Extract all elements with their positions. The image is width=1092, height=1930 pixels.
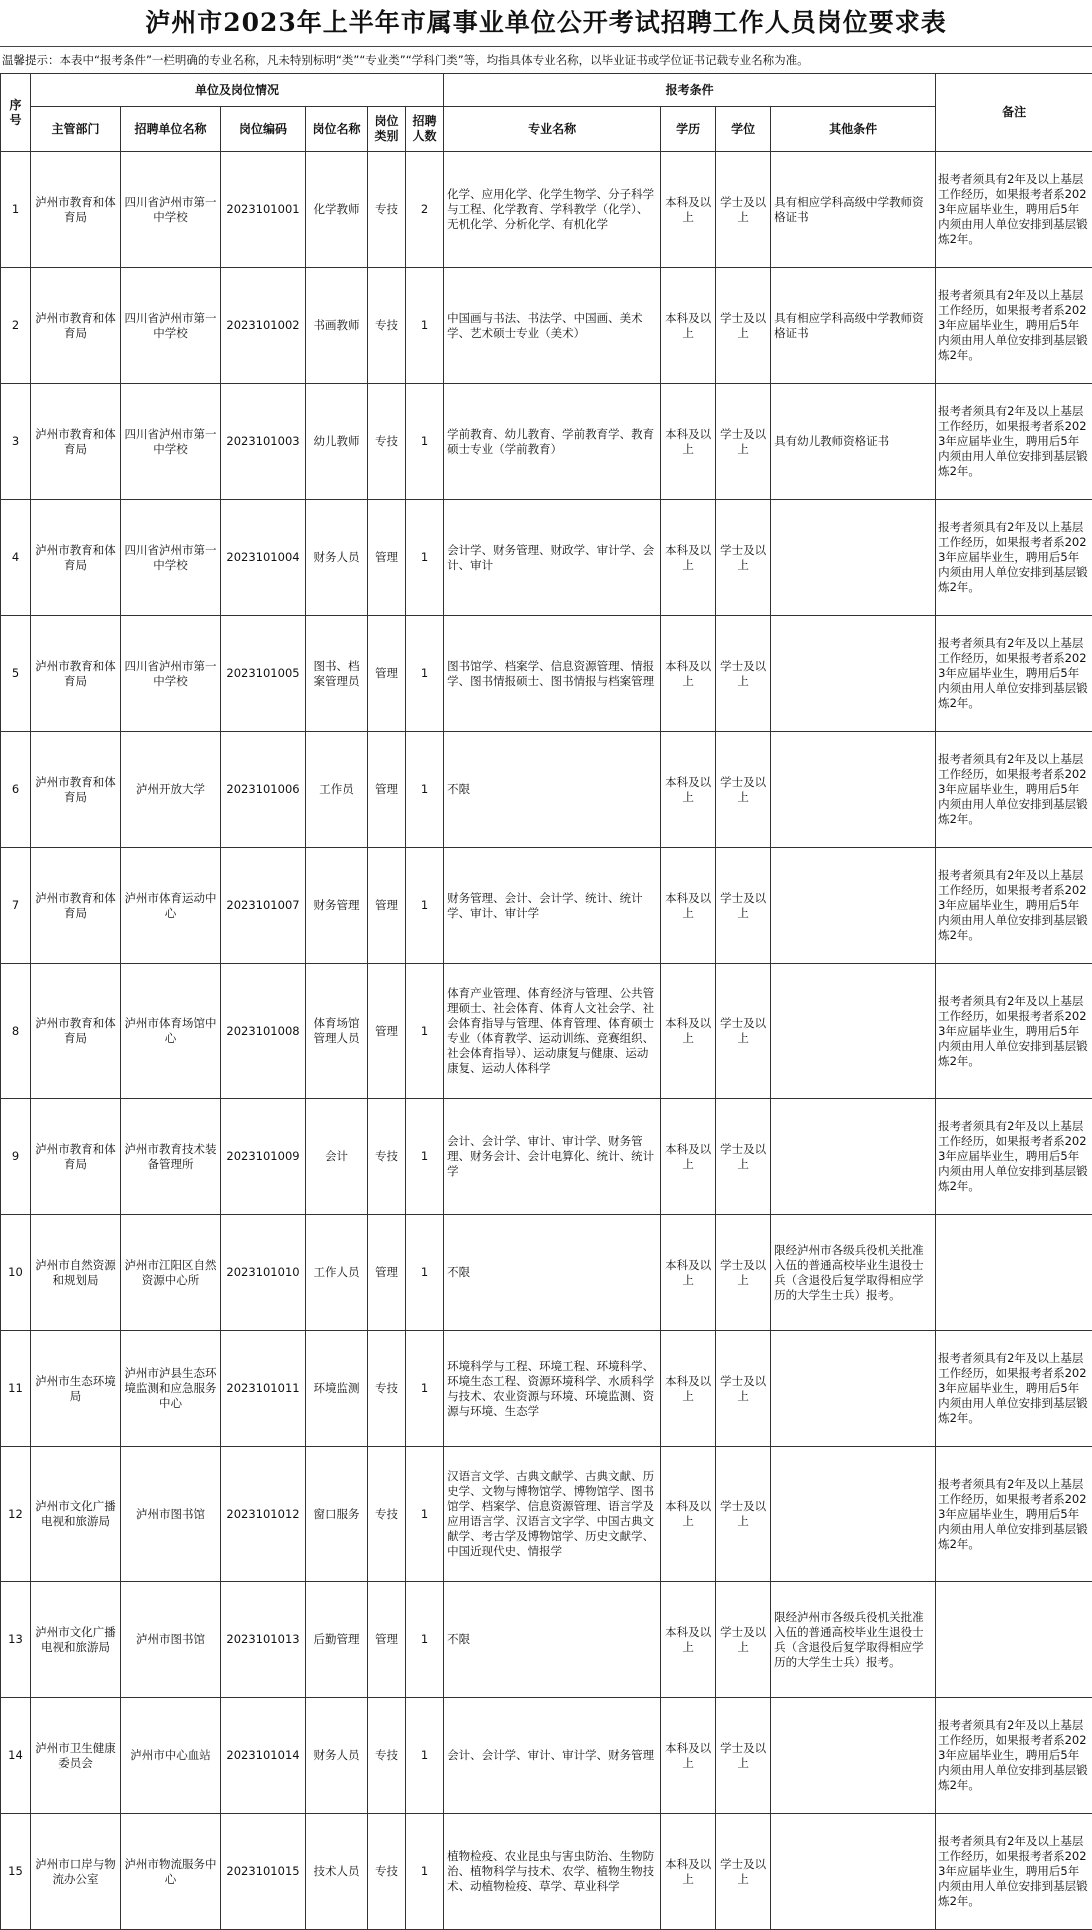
- cell-major: 不限: [444, 1582, 661, 1698]
- cell-seq: 10: [1, 1215, 31, 1331]
- cell-position-type: 专技: [368, 268, 406, 384]
- table-row: [1, 384, 1092, 500]
- cell-degree: 学士及以上: [716, 1099, 771, 1215]
- cell-seq: 3: [1, 384, 31, 500]
- cell-position-type: 管理: [368, 848, 406, 964]
- header-num: 招聘人数: [406, 107, 444, 152]
- cell-unit: 泸州市体育场馆中心: [121, 964, 221, 1099]
- cell-education: 本科及以上: [661, 848, 716, 964]
- cell-major: 化学、应用化学、化学生物学、分子科学与工程、化学教育、学科教学（化学）、无机化学、分析化学、有机化学: [444, 152, 661, 268]
- cell-headcount: 1: [406, 848, 444, 964]
- cell-position-type: 专技: [368, 1814, 406, 1930]
- cell-degree: 学士及以上: [716, 152, 771, 268]
- cell-position-name: 财务人员: [306, 1698, 368, 1814]
- cell-seq: 15: [1, 1814, 31, 1930]
- cell-education: 本科及以上: [661, 1447, 716, 1582]
- cell-education: 本科及以上: [661, 1099, 716, 1215]
- cell-seq: 7: [1, 848, 31, 964]
- cell-degree: 学士及以上: [716, 1698, 771, 1814]
- cell-position-type: 管理: [368, 616, 406, 732]
- cell-remark: 报考者须具有2年及以上基层工作经历，如果报考者系2023年应届毕业生，聘用后5年内须由用人单位安排到基层锻炼2年。: [936, 1099, 1092, 1215]
- cell-headcount: 1: [406, 268, 444, 384]
- cell-seq: 12: [1, 1447, 31, 1582]
- cell-seq: 11: [1, 1331, 31, 1447]
- cell-other-conditions: [771, 732, 936, 848]
- cell-dept: 泸州市生态环境局: [31, 1331, 121, 1447]
- cell-unit: 泸州市中心血站: [121, 1698, 221, 1814]
- cell-other-conditions: [771, 1099, 936, 1215]
- cell-major: 体育产业管理、体育经济与管理、公共管理硕士、社会体育、体育人文社会学、社会体育指导与管理、体育管理、体育硕士专业（体育教学、运动训练、竞赛组织、社会体育指导）、运动康复与健康、运动康复、运动人体科学: [444, 964, 661, 1099]
- cell-major: 植物检疫、农业昆虫与害虫防治、生物防治、植物科学与技术、农学、植物生物技术、动植物检疫、草学、草业科学: [444, 1814, 661, 1930]
- cell-seq: 6: [1, 732, 31, 848]
- table-row: [1, 268, 1092, 384]
- cell-unit: 四川省泸州市第一中学校: [121, 152, 221, 268]
- cell-degree: 学士及以上: [716, 732, 771, 848]
- cell-major: 会计、会计学、审计、审计学、财务管理、财务会计、会计电算化、统计、统计学: [444, 1099, 661, 1215]
- cell-position-type: 专技: [368, 1447, 406, 1582]
- cell-degree: 学士及以上: [716, 1814, 771, 1930]
- cell-unit: 泸州市物流服务中心: [121, 1814, 221, 1930]
- cell-position-name: 会计: [306, 1099, 368, 1215]
- header-unit: 招聘单位名称: [121, 107, 221, 152]
- cell-code: 2023101015: [221, 1814, 306, 1930]
- cell-remark: 报考者须具有2年及以上基层工作经历，如果报考者系2023年应届毕业生，聘用后5年内须由用人单位安排到基层锻炼2年。: [936, 964, 1092, 1099]
- table-row: [1, 1331, 1092, 1447]
- cell-position-type: 专技: [368, 152, 406, 268]
- cell-major: 中国画与书法、书法学、中国画、美术学、艺术硕士专业（美术）: [444, 268, 661, 384]
- header-group-unit: 单位及岗位情况: [31, 74, 444, 107]
- cell-remark: 报考者须具有2年及以上基层工作经历，如果报考者系2023年应届毕业生，聘用后5年内须由用人单位安排到基层锻炼2年。: [936, 1814, 1092, 1930]
- table-row: [1, 1582, 1092, 1698]
- cell-unit: 四川省泸州市第一中学校: [121, 616, 221, 732]
- cell-unit: 泸州开放大学: [121, 732, 221, 848]
- cell-headcount: 1: [406, 616, 444, 732]
- table-body: [1, 152, 1092, 1930]
- table-row: [1, 500, 1092, 616]
- cell-remark: 报考者须具有2年及以上基层工作经历，如果报考者系2023年应届毕业生，聘用后5年内须由用人单位安排到基层锻炼2年。: [936, 384, 1092, 500]
- cell-major: 学前教育、幼儿教育、学前教育学、教育硕士专业（学前教育）: [444, 384, 661, 500]
- cell-other-conditions: 具有相应学科高级中学教师资格证书: [771, 152, 936, 268]
- cell-unit: 四川省泸州市第一中学校: [121, 384, 221, 500]
- cell-education: 本科及以上: [661, 732, 716, 848]
- cell-position-type: 管理: [368, 964, 406, 1099]
- cell-dept: 泸州市教育和体育局: [31, 848, 121, 964]
- cell-major: 汉语言文学、古典文献学、古典文献、历史学、文物与博物馆学、博物馆学、图书馆学、档案学、信息资源管理、语言学及应用语言学、汉语言文字学、中国古典文献学、考古学及博物馆学、历史文献学、中国近现代史、情报学: [444, 1447, 661, 1582]
- cell-position-name: 工作人员: [306, 1215, 368, 1331]
- cell-code: 2023101005: [221, 616, 306, 732]
- cell-headcount: 1: [406, 1099, 444, 1215]
- cell-education: 本科及以上: [661, 500, 716, 616]
- cell-other-conditions: [771, 848, 936, 964]
- cell-education: 本科及以上: [661, 1215, 716, 1331]
- cell-other-conditions: [771, 1447, 936, 1582]
- cell-other-conditions: [771, 500, 936, 616]
- cell-unit: 泸州市图书馆: [121, 1447, 221, 1582]
- cell-headcount: 1: [406, 384, 444, 500]
- cell-education: 本科及以上: [661, 1814, 716, 1930]
- cell-position-type: 专技: [368, 384, 406, 500]
- cell-degree: 学士及以上: [716, 616, 771, 732]
- table-row: [1, 152, 1092, 268]
- cell-major: 图书馆学、档案学、信息资源管理、情报学、图书情报硕士、图书情报与档案管理: [444, 616, 661, 732]
- cell-code: 2023101003: [221, 384, 306, 500]
- cell-degree: 学士及以上: [716, 964, 771, 1099]
- cell-remark: [936, 1582, 1092, 1698]
- cell-unit: 四川省泸州市第一中学校: [121, 500, 221, 616]
- cell-dept: 泸州市卫生健康委员会: [31, 1698, 121, 1814]
- cell-dept: 泸州市教育和体育局: [31, 1099, 121, 1215]
- cell-education: 本科及以上: [661, 616, 716, 732]
- tip-text: 温馨提示：本表中“报考条件”一栏明确的专业名称，凡未特别标明“类”“专业类”“学科门类”等，均指具体专业名称，以毕业证书或学位证书记载专业名称为准。: [0, 47, 1092, 73]
- header-group-conditions: 报考条件: [444, 74, 936, 107]
- cell-degree: 学士及以上: [716, 500, 771, 616]
- table-row: [1, 616, 1092, 732]
- cell-major: 财务管理、会计、会计学、统计、统计学、审计、审计学: [444, 848, 661, 964]
- table-row: [1, 732, 1092, 848]
- table-row: [1, 848, 1092, 964]
- cell-code: 2023101012: [221, 1447, 306, 1582]
- cell-dept: 泸州市教育和体育局: [31, 384, 121, 500]
- cell-code: 2023101009: [221, 1099, 306, 1215]
- cell-other-conditions: [771, 616, 936, 732]
- cell-unit: 泸州市体育运动中心: [121, 848, 221, 964]
- cell-position-name: 体育场馆管理人员: [306, 964, 368, 1099]
- cell-major: 不限: [444, 732, 661, 848]
- cell-seq: 1: [1, 152, 31, 268]
- cell-dept: 泸州市口岸与物流办公室: [31, 1814, 121, 1930]
- cell-headcount: 1: [406, 1447, 444, 1582]
- table-row: [1, 1447, 1092, 1582]
- cell-remark: 报考者须具有2年及以上基层工作经历，如果报考者系2023年应届毕业生，聘用后5年内须由用人单位安排到基层锻炼2年。: [936, 1447, 1092, 1582]
- cell-position-name: 图书、档案管理员: [306, 616, 368, 732]
- cell-major: 会计学、财务管理、财政学、审计学、会计、审计: [444, 500, 661, 616]
- cell-position-type: 专技: [368, 1331, 406, 1447]
- cell-position-name: 环境监测: [306, 1331, 368, 1447]
- table-row: [1, 1814, 1092, 1930]
- cell-major: 会计、会计学、审计、审计学、财务管理: [444, 1698, 661, 1814]
- header-type: 岗位类别: [368, 107, 406, 152]
- cell-unit: 四川省泸州市第一中学校: [121, 268, 221, 384]
- cell-remark: 报考者须具有2年及以上基层工作经历，如果报考者系2023年应届毕业生，聘用后5年内须由用人单位安排到基层锻炼2年。: [936, 268, 1092, 384]
- cell-seq: 14: [1, 1698, 31, 1814]
- cell-dept: 泸州市教育和体育局: [31, 964, 121, 1099]
- cell-position-name: 技术人员: [306, 1814, 368, 1930]
- cell-other-conditions: [771, 964, 936, 1099]
- cell-dept: 泸州市文化广播电视和旅游局: [31, 1582, 121, 1698]
- cell-code: 2023101007: [221, 848, 306, 964]
- cell-position-name: 财务管理: [306, 848, 368, 964]
- cell-major: 环境科学与工程、环境工程、环境科学、环境生态工程、资源环境科学、水质科学与技术、农业资源与环境、环境监测、资源与环境、生态学: [444, 1331, 661, 1447]
- cell-remark: 报考者须具有2年及以上基层工作经历，如果报考者系2023年应届毕业生，聘用后5年内须由用人单位安排到基层锻炼2年。: [936, 616, 1092, 732]
- cell-seq: 9: [1, 1099, 31, 1215]
- cell-unit: 泸州市教育技术装备管理所: [121, 1099, 221, 1215]
- cell-education: 本科及以上: [661, 1331, 716, 1447]
- cell-remark: [936, 1215, 1092, 1331]
- table-row: [1, 1215, 1092, 1331]
- cell-unit: 泸州市江阳区自然资源中心所: [121, 1215, 221, 1331]
- cell-other-conditions: 限经泸州市各级兵役机关批准入伍的普通高校毕业生退役士兵（含退役后复学取得相应学历的大学生士兵）报考。: [771, 1215, 936, 1331]
- cell-degree: 学士及以上: [716, 848, 771, 964]
- cell-headcount: 2: [406, 152, 444, 268]
- cell-headcount: 1: [406, 1582, 444, 1698]
- cell-position-type: 专技: [368, 1099, 406, 1215]
- header-code: 岗位编码: [221, 107, 306, 152]
- cell-dept: 泸州市教育和体育局: [31, 500, 121, 616]
- cell-remark: 报考者须具有2年及以上基层工作经历，如果报考者系2023年应届毕业生，聘用后5年内须由用人单位安排到基层锻炼2年。: [936, 1698, 1092, 1814]
- cell-education: 本科及以上: [661, 964, 716, 1099]
- table-row: [1, 964, 1092, 1099]
- cell-degree: 学士及以上: [716, 384, 771, 500]
- cell-headcount: 1: [406, 1215, 444, 1331]
- cell-headcount: 1: [406, 500, 444, 616]
- cell-seq: 13: [1, 1582, 31, 1698]
- cell-education: 本科及以上: [661, 1582, 716, 1698]
- cell-position-name: 后勤管理: [306, 1582, 368, 1698]
- cell-other-conditions: [771, 1698, 936, 1814]
- cell-position-type: 管理: [368, 1582, 406, 1698]
- cell-headcount: 1: [406, 732, 444, 848]
- cell-major: 不限: [444, 1215, 661, 1331]
- cell-degree: 学士及以上: [716, 1582, 771, 1698]
- table-row: [1, 1698, 1092, 1814]
- cell-code: 2023101001: [221, 152, 306, 268]
- cell-seq: 2: [1, 268, 31, 384]
- cell-dept: 泸州市教育和体育局: [31, 732, 121, 848]
- cell-unit: 泸州市图书馆: [121, 1582, 221, 1698]
- cell-headcount: 1: [406, 1698, 444, 1814]
- cell-remark: 报考者须具有2年及以上基层工作经历，如果报考者系2023年应届毕业生，聘用后5年内须由用人单位安排到基层锻炼2年。: [936, 848, 1092, 964]
- cell-other-conditions: 限经泸州市各级兵役机关批准入伍的普通高校毕业生退役士兵（含退役后复学取得相应学历的大学生士兵）报考。: [771, 1582, 936, 1698]
- cell-code: 2023101011: [221, 1331, 306, 1447]
- cell-code: 2023101002: [221, 268, 306, 384]
- cell-other-conditions: [771, 1814, 936, 1930]
- cell-headcount: 1: [406, 964, 444, 1099]
- cell-code: 2023101010: [221, 1215, 306, 1331]
- cell-education: 本科及以上: [661, 384, 716, 500]
- cell-position-type: 专技: [368, 1698, 406, 1814]
- header-remark: 备注: [936, 74, 1092, 152]
- cell-position-type: 管理: [368, 500, 406, 616]
- page-title: 泸州市2023年上半年市属事业单位公开考试招聘工作人员岗位要求表: [0, 0, 1092, 47]
- cell-other-conditions: 具有幼儿教师资格证书: [771, 384, 936, 500]
- cell-seq: 5: [1, 616, 31, 732]
- cell-dept: 泸州市教育和体育局: [31, 152, 121, 268]
- cell-seq: 8: [1, 964, 31, 1099]
- cell-code: 2023101013: [221, 1582, 306, 1698]
- cell-dept: 泸州市文化广播电视和旅游局: [31, 1447, 121, 1582]
- cell-degree: 学士及以上: [716, 1215, 771, 1331]
- cell-education: 本科及以上: [661, 152, 716, 268]
- cell-position-name: 书画教师: [306, 268, 368, 384]
- cell-dept: 泸州市教育和体育局: [31, 616, 121, 732]
- cell-education: 本科及以上: [661, 268, 716, 384]
- cell-position-name: 窗口服务: [306, 1447, 368, 1582]
- header-major: 专业名称: [444, 107, 661, 152]
- cell-code: 2023101014: [221, 1698, 306, 1814]
- cell-other-conditions: 具有相应学科高级中学教师资格证书: [771, 268, 936, 384]
- cell-dept: 泸州市自然资源和规划局: [31, 1215, 121, 1331]
- cell-position-name: 化学教师: [306, 152, 368, 268]
- cell-headcount: 1: [406, 1814, 444, 1930]
- header-seq: 序号: [1, 74, 31, 152]
- header-degree: 学位: [716, 107, 771, 152]
- cell-remark: 报考者须具有2年及以上基层工作经历，如果报考者系2023年应届毕业生，聘用后5年内须由用人单位安排到基层锻炼2年。: [936, 500, 1092, 616]
- cell-other-conditions: [771, 1331, 936, 1447]
- cell-seq: 4: [1, 500, 31, 616]
- cell-remark: 报考者须具有2年及以上基层工作经历，如果报考者系2023年应届毕业生，聘用后5年内须由用人单位安排到基层锻炼2年。: [936, 1331, 1092, 1447]
- recruitment-table: [0, 73, 1092, 1930]
- header-other: 其他条件: [771, 107, 936, 152]
- cell-code: 2023101004: [221, 500, 306, 616]
- cell-degree: 学士及以上: [716, 268, 771, 384]
- cell-position-name: 财务人员: [306, 500, 368, 616]
- cell-degree: 学士及以上: [716, 1447, 771, 1582]
- header-dept: 主管部门: [31, 107, 121, 152]
- cell-position-type: 管理: [368, 1215, 406, 1331]
- cell-remark: 报考者须具有2年及以上基层工作经历，如果报考者系2023年应届毕业生，聘用后5年内须由用人单位安排到基层锻炼2年。: [936, 152, 1092, 268]
- cell-headcount: 1: [406, 1331, 444, 1447]
- header-edu: 学历: [661, 107, 716, 152]
- cell-code: 2023101006: [221, 732, 306, 848]
- cell-dept: 泸州市教育和体育局: [31, 268, 121, 384]
- cell-position-type: 管理: [368, 732, 406, 848]
- table-row: [1, 1099, 1092, 1215]
- cell-education: 本科及以上: [661, 1698, 716, 1814]
- cell-unit: 泸州市泸县生态环境监测和应急服务中心: [121, 1331, 221, 1447]
- cell-degree: 学士及以上: [716, 1331, 771, 1447]
- cell-remark: 报考者须具有2年及以上基层工作经历，如果报考者系2023年应届毕业生，聘用后5年内须由用人单位安排到基层锻炼2年。: [936, 732, 1092, 848]
- header-name: 岗位名称: [306, 107, 368, 152]
- cell-position-name: 幼儿教师: [306, 384, 368, 500]
- cell-position-name: 工作员: [306, 732, 368, 848]
- cell-code: 2023101008: [221, 964, 306, 1099]
